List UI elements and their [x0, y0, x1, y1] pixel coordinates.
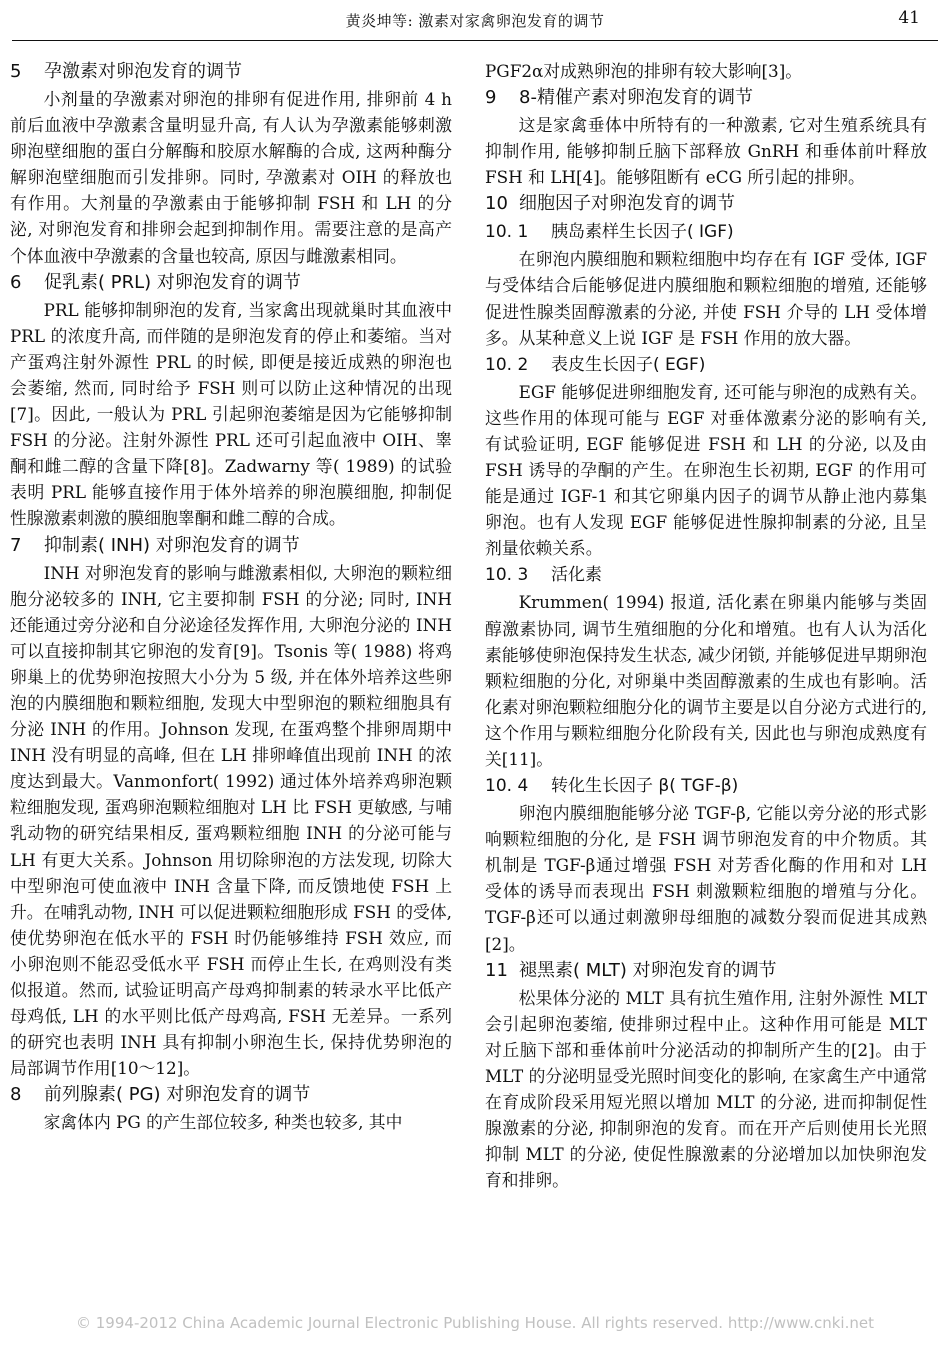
section-heading [10, 532, 452, 560]
body-paragraph: Krummen( 1994) 报道, 活化素在卵巢内能够与类固醇激素协同, 调节生殖细胞的分化和增殖。也有人认为活化素能够使卵泡保持发生状态, 减少闭锁, 并能够促进早期卵泡颗粒细胞的分化, 对卵巢中类固醇激素的生成也有影响。活化素对卵泡颗粒细胞分化的调节主要是以自分泌方式进行的, 这个作用与颗粒细胞分化阶段有关, 因此也与卵泡成熟度有关[11]。 [485, 592, 927, 769]
heading-number: 5 [10, 61, 22, 82]
heading-number: 10. 4 [485, 776, 529, 797]
header-rule [12, 40, 938, 41]
heading-number: 10 [485, 193, 508, 215]
subsection-heading [485, 561, 927, 589]
heading-number: 7 [10, 534, 22, 556]
body-paragraph: 这是家禽垂体中所特有的一种激素, 它对生殖系统具有抑制作用, 能够抑制丘脑下部释放 GnRH 和垂体前叶释放 FSH 和 LH[4]。能够阻断有 eCG 所引起的排卵。 [485, 115, 927, 188]
page-number: 41 [898, 8, 920, 28]
heading-title: 前列腺素( PG) 对卵泡发育的调节 [44, 1084, 311, 1106]
heading-title: 胰岛素样生长因子( IGF) [551, 222, 734, 243]
heading-number: 10. 2 [485, 354, 529, 375]
body-paragraph: INH 对卵泡发育的影响与雌激素相似, 大卵泡的颗粒细胞分泌较多的 INH, 它主要抑制 FSH 的分泌; 同时, INH 还能通过旁分泌和自分泌途径发挥作用, 大卵泡分泌的 INH 可以直接抑制其它卵泡的发育[9]。Tsonis 等( 1988) 将鸡卵巢上的优势卵泡按照大小分为 5 级, 并在体外培养这些卵泡的内膜细胞和颗粒细胞, 发现大中型卵泡的颗粒细胞具有分泌 INH 的作用。Johnson 发现, 在蛋鸡整个排卵周期中 INH 没有明显的高峰, 但在 LH 排卵峰值出现前 INH 的浓度达到最大。Vanmonfort( 1992) 通过体外培养鸡卵泡颗粒细胞发现, 蛋鸡卵泡颗粒细胞对 LH 比 FSH 更敏感, 与哺乳动物的研究结果相反, 蛋鸡颗粒细胞 INH 的分泌可能与 LH 有更大关系。Johnson 用切除卵泡的方法发现, 切除大中型卵泡可使血液中 INH 含量下降, 而反馈地使 FSH 上升。在哺乳动物, INH 可以促进颗粒细胞形成 FSH 的受体, 使优势卵泡在低水平的 FSH 时仍能够维持 FSH 效应, 而小卵泡则不能忍受低水平 FSH 而停止生长, 在鸡则没有类似报道。然而, 试验证明高产母鸡抑制素的转录水平比低产母鸡低, LH 的水平则比低产母鸡高, FSH 无差异。一系列的研究也表明 INH 具有抑制小卵泡生长, 保持优势卵泡的局部调节作用[10～12]。 [10, 562, 452, 1079]
heading-title: 细胞因子对卵泡发育的调节 [519, 193, 735, 215]
subsection-heading [485, 351, 927, 379]
heading-title: 转化生长因子 β( TGF-β) [551, 776, 739, 797]
heading-number: 8 [10, 1084, 22, 1106]
section-heading [10, 269, 452, 297]
heading-title: 活化素 [551, 565, 602, 586]
heading-title: 表皮生长因子( EGF) [551, 354, 706, 375]
heading-title: 促乳素( PRL) 对卵泡发育的调节 [44, 271, 301, 293]
body-paragraph: 卵泡内膜细胞能够分泌 TGF-β, 它能以旁分泌的形式影响颗粒细胞的分化, 是 FSH 调节卵泡发育的中介物质。其机制是 TGF-β通过增强 FSH 对芳香化酶的作用和对 LH 受体的诱导而表现出 FSH 刺激颗粒细胞的增殖与分化。TGF-β还可以通过刺激卵母细胞的减数分裂而促进其成熟[2]。 [485, 803, 927, 954]
body-paragraph: PRL 能够抑制卵泡的发育, 当家禽出现就巢时其血液中 PRL 的浓度升高, 而伴随的是卵泡发育的停止和萎缩。当对产蛋鸡注射外源性 PRL 的时候, 即便是接近成熟的卵泡也会萎缩, 然而, 同时给予 FSH 则可以防止这种情况的出现[7]。因此, 一般认为 PRL 引起卵泡萎缩是因为它能够抑制 FSH 的分泌。注射外源性 PRL 还可引起血液中 OIH、睾酮和雌二醇的含量下降[8]。Zadwarny 等( 1989) 的试验表明 PRL 能够直接作用于体外培养的卵泡膜细胞, 抑制促性腺激素刺激的膜细胞睾酮和雌二醇的合成。 [10, 299, 452, 529]
heading-title: 孕激素对卵泡发育的调节 [44, 61, 242, 82]
section-heading [485, 957, 927, 985]
body-paragraph: 松果体分泌的 MLT 具有抗生殖作用, 注射外源性 MLT 会引起卵泡萎缩, 使排卵过程中止。这种作用可能是 MLT 对丘脑下部和垂体前叶分泌活动的抑制所产生的[2]。由于 MLT 的分泌明显受光照时间变化的影响, 在家禽生产中通常在育成阶段采用短光照以增加 MLT 的分泌, 进而抑制促性腺激素的分泌, 抑制卵泡的发育。而在开产后则使用长光照抑制 MLT 的分泌, 使促性腺激素的分泌增加以加快卵泡发育和排卵。 [485, 987, 927, 1191]
heading-title: 褪黑素( MLT) 对卵泡发育的调节 [519, 959, 777, 981]
copyright-watermark: © 1994-2012 China Academic Journal Electronic Publishing House. All rights reserved. http://www.cnki.net [76, 1314, 874, 1332]
section-heading [10, 1081, 452, 1109]
right-column [485, 58, 927, 1193]
left-column [10, 58, 452, 1135]
running-title: 黄炎坤等: 激素对家禽卵泡发育的调节 [345, 12, 605, 30]
heading-number: 6 [10, 271, 22, 293]
section-heading [485, 190, 927, 218]
subsection-heading [485, 218, 927, 246]
body-paragraph: 家禽体内 PG 的产生部位较多, 种类也较多, 其中 [43, 1112, 403, 1133]
page-header [0, 0, 950, 44]
heading-number: 10. 1 [485, 222, 529, 243]
heading-number: 11 [485, 959, 508, 981]
heading-title: 抑制素( INH) 对卵泡发育的调节 [44, 534, 300, 556]
section-heading [10, 58, 452, 86]
section-heading [485, 84, 927, 112]
heading-number: 9 [485, 87, 497, 109]
body-paragraph: EGF 能够促进卵细胞发育, 还可能与卵泡的成熟有关。这些作用的体现可能与 EGF 对垂体激素分泌的影响有关, 有试验证明, EGF 能够促进 FSH 和 LH 的分泌, 以及由 FSH 诱导的孕酮的产生。在卵泡生长初期, EGF 的作用可能是通过 IGF-1 和其它卵巢内因子的调节从静止池内募集卵泡。也有人发现 EGF 能够促进性腺抑制素的分泌, 且呈剂量依赖关系。 [485, 381, 927, 559]
body-paragraph: 小剂量的孕激素对卵泡的排卵有促进作用, 排卵前 4 h 前后血液中孕激素含量明显升高, 有人认为孕激素能够刺激卵泡壁细胞的蛋白分解酶和胶原水解酶的合成, 这两种酶分解卵泡壁细胞而引发排卵。同时, 孕激素对 OIH 的释放也有作用。大剂量的孕激素由于能够抑制 FSH 和 LH 的分泌, 对卵泡发育和排卵会起到抑制作用。需要注意的是高产个体血液中孕激素的含量也较高, 原因与雌激素相同。 [10, 89, 452, 266]
heading-title: 8-精催产素对卵泡发育的调节 [519, 87, 753, 109]
body-paragraph: 在卵泡内膜细胞和颗粒细胞中均存在有 IGF 受体, IGF 与受体结合后能够促进内膜细胞和颗粒细胞的增殖, 还能够促进性腺类固醇激素的分泌, 并使 FSH 介导的 LH 受体增多。从某种意义上说 IGF 是 FSH 作用的放大器。 [485, 249, 927, 348]
subsection-heading [485, 772, 927, 800]
body-paragraph: PGF2α对成熟卵泡的排卵有较大影响[3]。 [485, 61, 803, 81]
heading-number: 10. 3 [485, 565, 529, 586]
